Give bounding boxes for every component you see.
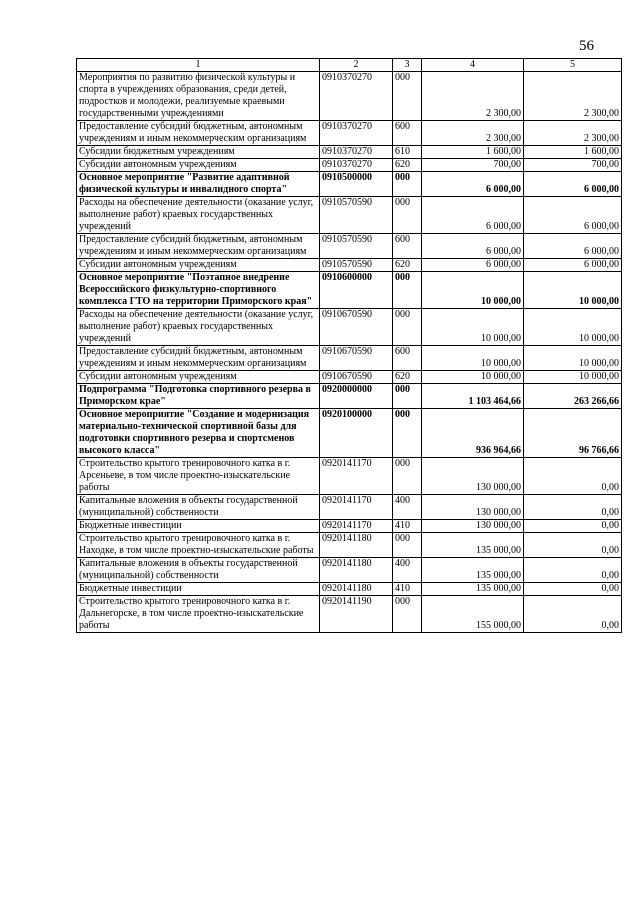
page-number: 56 [579, 38, 594, 54]
row-value-2: 2 300,00 [524, 121, 622, 146]
table-row [77, 533, 622, 558]
table-row [77, 121, 622, 146]
row-code: 0910670590 [320, 346, 393, 371]
row-type: 410 [393, 520, 422, 533]
column-header: 3 [393, 59, 422, 72]
row-name: Субсидии автономным учреждениям [77, 371, 320, 384]
row-name: Предоставление субсидий бюджетным, автономным учреждениям и иным некоммерческим организациям [77, 346, 320, 371]
row-name: Строительство крытого тренировочного катка в г. Находке, в том числе проектно-изыскательские работы [77, 533, 320, 558]
row-name: Мероприятия по развитию физической культуры и спорта в учреждениях образования, среди детей, подростков и молодежи, реализуемые краевыми государственными учреждениями [77, 72, 320, 121]
table-row [77, 596, 622, 633]
row-code: 0910370270 [320, 72, 393, 121]
row-code: 0910500000 [320, 172, 393, 197]
row-name: Основное мероприятие "Создание и модернизация материально-технической спортивной базы для подготовки спортивного резерва и спортсменов высокого класса" [77, 409, 320, 458]
table-row [77, 234, 622, 259]
row-type: 000 [393, 272, 422, 309]
table-row [77, 558, 622, 583]
row-type: 000 [393, 458, 422, 495]
row-code: 0910370270 [320, 159, 393, 172]
row-code: 0920141180 [320, 583, 393, 596]
row-name: Строительство крытого тренировочного катка в г. Арсеньеве, в том числе проектно-изыскательские работы [77, 458, 320, 495]
row-type: 620 [393, 159, 422, 172]
row-value-2: 6 000,00 [524, 259, 622, 272]
row-name: Бюджетные инвестиции [77, 520, 320, 533]
row-value-2: 0,00 [524, 495, 622, 520]
table-row [77, 371, 622, 384]
table-row [77, 72, 622, 121]
table-row [77, 583, 622, 596]
table-row [77, 309, 622, 346]
row-code: 0910670590 [320, 309, 393, 346]
column-header: 1 [77, 59, 320, 72]
row-value-1: 2 300,00 [422, 121, 524, 146]
row-value-2: 700,00 [524, 159, 622, 172]
table-header-row [77, 59, 622, 72]
row-value-1: 936 964,66 [422, 409, 524, 458]
row-type: 000 [393, 72, 422, 121]
row-type: 400 [393, 558, 422, 583]
row-type: 000 [393, 197, 422, 234]
row-type: 610 [393, 146, 422, 159]
row-name: Предоставление субсидий бюджетным, автономным учреждениям и иным некоммерческим организациям [77, 121, 320, 146]
row-value-1: 135 000,00 [422, 558, 524, 583]
row-value-1: 2 300,00 [422, 72, 524, 121]
row-value-2: 0,00 [524, 558, 622, 583]
row-value-2: 10 000,00 [524, 371, 622, 384]
row-type: 000 [393, 384, 422, 409]
row-type: 000 [393, 596, 422, 633]
row-name: Подпрограмма "Подготовка спортивного резерва в Приморском крае" [77, 384, 320, 409]
row-type: 620 [393, 259, 422, 272]
budget-table-body [77, 59, 622, 633]
row-name: Основное мероприятие "Развитие адаптивной физической культуры и инвалидного спорта" [77, 172, 320, 197]
column-header: 2 [320, 59, 393, 72]
row-code: 0910370270 [320, 121, 393, 146]
row-name: Субсидии бюджетным учреждениям [77, 146, 320, 159]
row-code: 0910670590 [320, 371, 393, 384]
row-value-2: 6 000,00 [524, 197, 622, 234]
table-row [77, 458, 622, 495]
row-value-1: 1 600,00 [422, 146, 524, 159]
row-value-2: 2 300,00 [524, 72, 622, 121]
row-value-1: 130 000,00 [422, 495, 524, 520]
row-value-1: 10 000,00 [422, 309, 524, 346]
row-name: Субсидии автономным учреждениям [77, 259, 320, 272]
row-code: 0910370270 [320, 146, 393, 159]
row-code: 0910600000 [320, 272, 393, 309]
table-row [77, 159, 622, 172]
table-row [77, 520, 622, 533]
row-code: 0920100000 [320, 409, 393, 458]
row-value-2: 0,00 [524, 520, 622, 533]
table-row [77, 384, 622, 409]
row-value-2: 0,00 [524, 458, 622, 495]
column-header: 5 [524, 59, 622, 72]
row-value-1: 130 000,00 [422, 458, 524, 495]
column-header: 4 [422, 59, 524, 72]
row-value-1: 700,00 [422, 159, 524, 172]
row-name: Капитальные вложения в объекты государственной (муниципальной) собственности [77, 495, 320, 520]
table-row [77, 146, 622, 159]
row-type: 000 [393, 172, 422, 197]
row-value-1: 10 000,00 [422, 346, 524, 371]
row-type: 000 [393, 533, 422, 558]
row-value-1: 1 103 464,66 [422, 384, 524, 409]
table-row [77, 172, 622, 197]
row-type: 600 [393, 346, 422, 371]
row-type: 000 [393, 309, 422, 346]
row-value-2: 6 000,00 [524, 234, 622, 259]
row-value-1: 6 000,00 [422, 234, 524, 259]
table-row [77, 272, 622, 309]
row-name: Строительство крытого тренировочного катка в г. Дальнегорске, в том числе проектно-изыскательские работы [77, 596, 320, 633]
row-name: Субсидии автономным учреждениям [77, 159, 320, 172]
row-name: Бюджетные инвестиции [77, 583, 320, 596]
row-value-1: 6 000,00 [422, 197, 524, 234]
row-value-2: 263 266,66 [524, 384, 622, 409]
row-value-1: 6 000,00 [422, 172, 524, 197]
row-value-1: 10 000,00 [422, 272, 524, 309]
row-value-1: 135 000,00 [422, 583, 524, 596]
row-name: Капитальные вложения в объекты государственной (муниципальной) собственности [77, 558, 320, 583]
row-value-2: 6 000,00 [524, 172, 622, 197]
row-value-2: 10 000,00 [524, 346, 622, 371]
row-code: 0920000000 [320, 384, 393, 409]
row-code: 0920141180 [320, 558, 393, 583]
row-code: 0910570590 [320, 234, 393, 259]
row-value-1: 130 000,00 [422, 520, 524, 533]
row-type: 600 [393, 121, 422, 146]
table-row [77, 409, 622, 458]
row-value-2: 1 600,00 [524, 146, 622, 159]
row-code: 0920141170 [320, 458, 393, 495]
table-row [77, 495, 622, 520]
row-type: 410 [393, 583, 422, 596]
row-value-1: 135 000,00 [422, 533, 524, 558]
row-value-2: 96 766,66 [524, 409, 622, 458]
row-value-2: 0,00 [524, 533, 622, 558]
row-type: 600 [393, 234, 422, 259]
budget-table [76, 58, 622, 633]
row-name: Расходы на обеспечение деятельности (оказание услуг, выполнение работ) краевых государственных учреждений [77, 309, 320, 346]
row-name: Основное мероприятие "Поэтапное внедрение Всероссийского физкультурно-спортивного комплекса ГТО на территории Приморского края" [77, 272, 320, 309]
row-value-2: 10 000,00 [524, 309, 622, 346]
row-value-1: 10 000,00 [422, 371, 524, 384]
row-code: 0920141190 [320, 596, 393, 633]
row-code: 0920141170 [320, 520, 393, 533]
row-code: 0910570590 [320, 197, 393, 234]
row-name: Расходы на обеспечение деятельности (оказание услуг, выполнение работ) краевых государственных учреждений [77, 197, 320, 234]
row-code: 0910570590 [320, 259, 393, 272]
row-code: 0920141170 [320, 495, 393, 520]
row-name: Предоставление субсидий бюджетным, автономным учреждениям и иным некоммерческим организациям [77, 234, 320, 259]
row-value-2: 10 000,00 [524, 272, 622, 309]
row-code: 0920141180 [320, 533, 393, 558]
row-value-2: 0,00 [524, 596, 622, 633]
table-row [77, 197, 622, 234]
table-row [77, 259, 622, 272]
row-type: 620 [393, 371, 422, 384]
row-value-1: 6 000,00 [422, 259, 524, 272]
row-type: 400 [393, 495, 422, 520]
row-type: 000 [393, 409, 422, 458]
table-row [77, 346, 622, 371]
row-value-1: 155 000,00 [422, 596, 524, 633]
row-value-2: 0,00 [524, 583, 622, 596]
